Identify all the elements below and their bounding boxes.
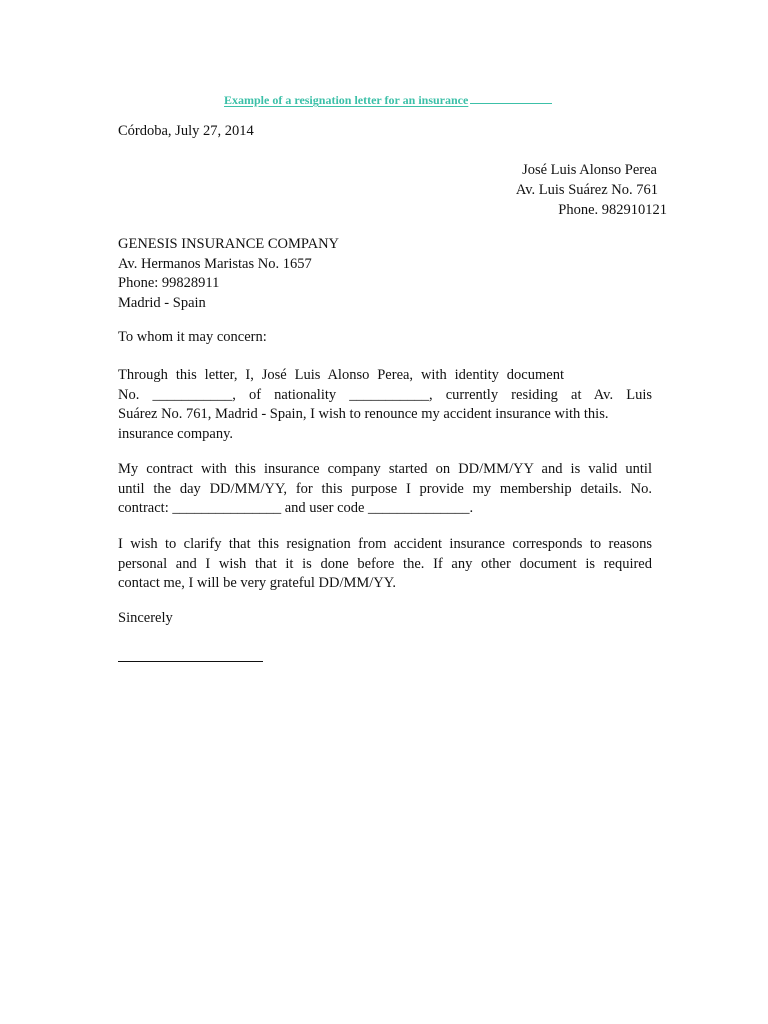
recipient-block [118,235,339,313]
title-underline-blank [470,94,552,104]
paragraph-1 [118,366,652,444]
letter-title-text: Example of a resignation letter for an insurance [224,93,469,107]
recipient-city: Madrid - Spain [118,294,206,311]
paragraph-1-line-3: Suárez No. 761, Madrid - Spain, I wish to renounce my accident insurance with this. [118,406,609,422]
paragraph-2-line-1: My contract with this insurance company started on DD/MM/YY and is valid until [118,461,652,477]
paragraph-2-line-3: contract: _______________ and user code ______________. [118,500,474,516]
sender-name: José Luis Alonso Perea [522,162,657,178]
recipient-address: Av. Hermanos Maristas No. 1657 [118,255,312,272]
paragraph-2 [118,460,652,519]
paragraph-1-line-1: Through this letter, I, José Luis Alonso Perea, with identity document [118,367,564,383]
paragraph-1-line-4: insurance company. [118,425,234,442]
paragraph-3 [118,535,652,594]
closing: Sincerely [118,610,173,626]
sender-block [516,160,667,220]
paragraph-2-line-2: until the day DD/MM/YY, for this purpose I provide my membership details. No. [118,480,652,497]
paragraph-1-line-2: No. ___________, of nationality ___________, currently residing at Av. Luis [118,386,652,403]
greeting: To whom it may concern: [118,329,267,345]
letter-title [224,93,552,108]
sender-address: Av. Luis Suárez No. 761 [515,182,658,198]
recipient-phone: Phone: 99828911 [118,275,220,291]
paragraph-3-line-2: personal and I wish that it is done before the. If any other document is required [118,555,652,572]
sender-phone: Phone. 982910121 [558,202,667,218]
signature-line [118,661,263,662]
date-line: Córdoba, July 27, 2014 [118,123,254,139]
paragraph-3-line-1: I wish to clarify that this resignation from accident insurance corresponds to reasons [118,536,652,552]
paragraph-3-line-3: contact me, I will be very grateful DD/MM/YY. [118,575,396,591]
recipient-company: GENESIS INSURANCE COMPANY [118,236,340,252]
